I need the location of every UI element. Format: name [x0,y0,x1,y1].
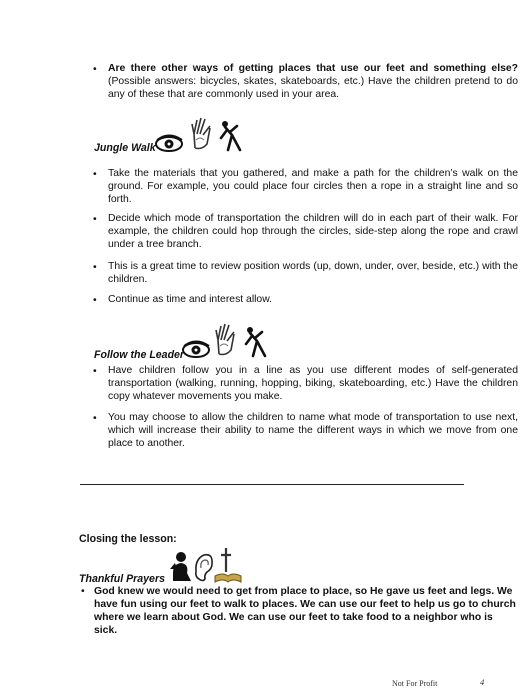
praying-child-icon [165,551,193,583]
closing-heading: Closing the lesson: [79,533,177,545]
list-item: Decide which mode of transportation the children will do in each part of their walk. For example, the children could hop through the circles, side-step along the rope and crawl under a tree branch. [108,213,518,250]
jungle-walk-heading: Jungle Walk [94,142,156,154]
stretching-figure-icon [218,120,248,154]
hand-icon [214,322,238,356]
bullet-dot: • [93,64,97,75]
eye-icon [182,340,212,360]
closing-bullet-text: God knew we would need to get from place to place, so He gave us feet and legs. We have fun using our feet to walk to places. We can use our feet to help us go to church where we learn about God. We can use our feet to take food to a neighbor who is sick. [94,586,516,636]
bullet-dot: • [93,169,97,180]
bullet-dot: • [93,295,97,306]
list-item: You may choose to allow the children to name what mode of transportation to use next, which will increase their ability to name the different ways in which we move from one place to another. [108,412,518,449]
list-item: Have children follow you in a line as you use different modes of self-generated transportation (walking, running, hopping, biking, skateboarding, etc.) Have the children copy whatever movements you make. [108,365,518,402]
list-item: Take the materials that you gathered, and make a path for the children’s walk on the ground. For example, you could place four circles then a rope in a straight line and so forth. [108,168,518,205]
intro-bullet-text [108,62,518,101]
follow-leader-heading: Follow the Leader [94,349,185,361]
footer-label: Not For Profit [392,679,438,688]
list-item: This is a great time to review position words (up, down, under, over, beside, etc.) with the children. [108,261,518,285]
intro-answer: (Possible answers: bicycles, skates, skateboards, etc.) Have the children pretend to do any of these that are commonly used in your area. [108,76,518,100]
section-divider [80,484,464,485]
cross-bible-icon [213,546,243,584]
stretching-figure-icon [243,326,273,360]
eye-icon [155,134,185,154]
bullet-dot: • [93,214,97,225]
bullet-dot: • [93,413,97,424]
page-number: 4 [480,677,485,687]
thankful-prayers-heading: Thankful Prayers [79,573,165,585]
hand-icon [190,116,214,150]
bullet-dot: • [81,586,85,597]
bullet-dot: • [93,366,97,377]
ear-icon [193,551,215,583]
bullet-dot: • [93,262,97,273]
intro-question: Are there other ways of getting places that use our feet and something else? [108,63,518,74]
list-item: Continue as time and interest allow. [108,294,273,305]
